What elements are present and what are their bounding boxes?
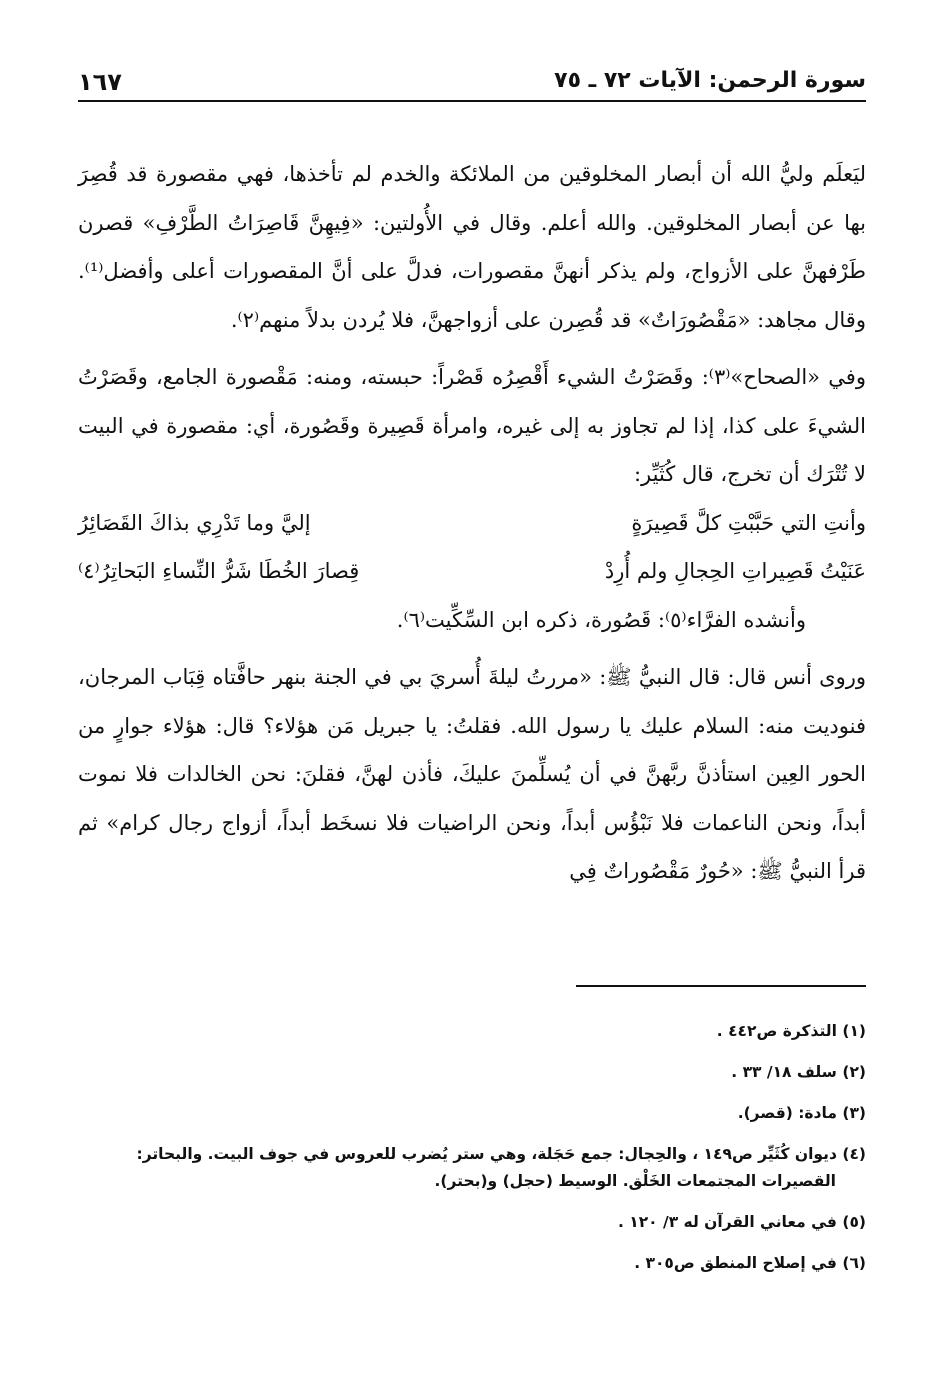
footnote-continuation: القصيرات المجتمعات الخَلْق. الوسيط (حجل) و(بحتر). [434,1172,836,1190]
footnote-6 [78,1250,866,1277]
footnote-number: (٤) [842,1145,866,1163]
footnote-separator [576,985,866,987]
footnote-text: في معاني القرآن له ٣/ ١٢٠ . [617,1213,837,1231]
paragraph-1: ليَعلَم وليُّ الله أن أبصار المخلوقين من الملائكة والخدم لم تأخذها، فهي مقصورة قد قُصِرَ بها عن أبصار المخلوقين. والله أعلم. وقال في الأُولتين: «فِيهِنَّ قَاصِرَاتُ الطَّرْفِ» قصرن طَرْفهنَّ على الأزواج، ولم يذكر أنهنَّ مقصورات، فدلَّ على أنَّ المقصورات أعلى وأفضل⁽¹⁾. وقال مجاهد: «مَقْصُورَاتٌ» قد قُصِرن على أزواجهنَّ، فلا يُردن بدلاً منهم⁽٢⁾. [78,162,866,332]
page-header [78,64,866,102]
footnote-text: في إصلاح المنطق ص٣٠٥ . [634,1254,837,1272]
main-text [78,150,866,896]
verse-line-1 [78,499,866,548]
footnote-text: ديوان كُثَيِّر ص١٤٩ ، والحِجال: جمع حَجَلة، وهي ستر يُضرب للعروس في جوف البيت. والبحاتر: [136,1145,837,1163]
footnote-number: (٥) [842,1213,866,1231]
running-title: سورة الرحمن: الآيات ٧٢ ـ ٧٥ [554,68,866,93]
verse-1-first-hemistich: وأنتِ التي حَبَّبْتِ كلَّ قَصِيرَةٍ [631,510,866,535]
footnotes [78,1018,866,1291]
verse-2-second-hemistich: قِصارَ الخُطَا شَرُّ النِّساءِ البَحاتِرُ⁽٤⁾ [78,559,360,583]
footnote-2 [78,1059,866,1086]
footnote-text: مادة: (قصر). [737,1104,837,1122]
footnote-4 [78,1141,866,1195]
paragraph-3: وأنشده الفرَّاء⁽٥⁾: قَصُورة، ذكره ابن السِّكِّيت⁽٦⁾. [396,607,806,632]
paragraph-4: وروى أنس قال: قال النبيُّ ﷺ: «مررتُ ليلةَ أُسريَ بي في الجنة بنهر حافَّتاه قِبَاب المرجان، فنوديت منه: السلام عليك يا رسول الله. فقلتُ: يا جبريل مَن هؤلاء؟ قال: هؤلاء جوارٍ من الحور العِين استأذنَّ ربَّهنَّ في أن يُسلِّمنَ عليكَ، فأذن لهنَّ، فقلنَ: نحن الخالدات فلا نموت أبداً، ونحن الناعمات فلا نَبْؤُس أبداً، ونحن الراضيات فلا نسخَط أبداً، أزواج رجال كرام» ثم قرأ النبيُّ ﷺ: «حُورٌ مَقْصُوراتٌ فِي [78,665,866,883]
footnote-5 [78,1209,866,1236]
verse-2-first-hemistich: عَنَيْتُ قَصِيراتِ الحِجالِ ولم أُرِدْ [604,559,866,583]
footnote-3 [78,1100,866,1127]
footnote-number: (١) [842,1022,866,1040]
verse-line-2 [78,547,866,596]
verse-1-second-hemistich: إليَّ وما تَدْرِي بذاكَ القَصَائِرُ [78,510,311,535]
paragraph-2: وفي «الصحاح»⁽٣⁾: وقَصَرْتُ الشيء أَقْصِرُه قَصْراً: حبسته، ومنه: مَقْصورة الجامع، وقَصَرْتُ الشيءَ على كذا، إذا لم تجاوز به إلى غيره، وامرأة قَصِيرة وقَصُورة، أي: مقصورة في البيت لا تُتْرَك أن تخرج، قال كُثَيِّر: [78,365,866,486]
footnote-text: سلف ١٨/ ٣٣ . [731,1063,837,1081]
page-number: ١٦٧ [78,68,122,96]
footnote-1 [78,1018,866,1045]
footnote-number: (٢) [842,1063,866,1081]
footnote-number: (٦) [842,1254,866,1272]
footnote-number: (٣) [842,1104,866,1122]
footnote-text: التذكرة ص٤٤٢ . [716,1022,837,1040]
